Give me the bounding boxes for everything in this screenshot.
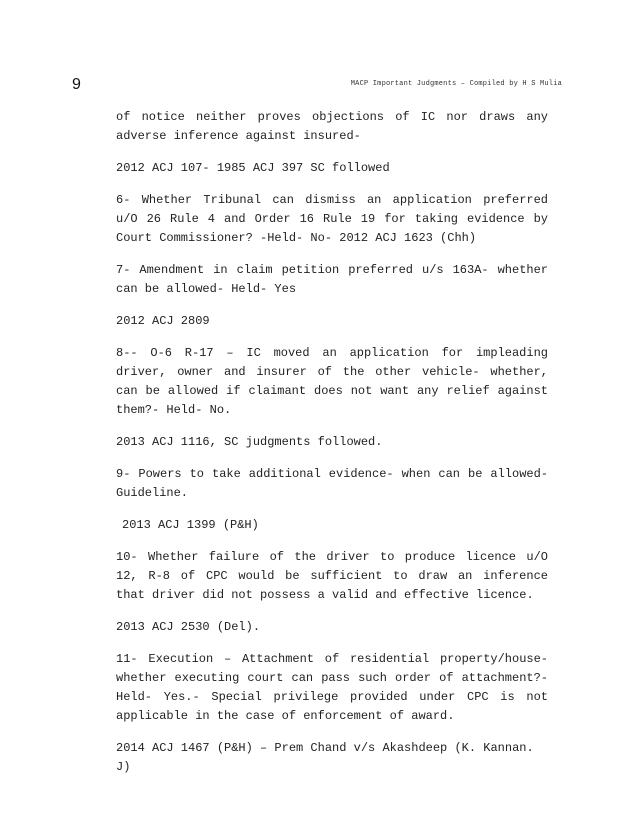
citation-2014-acj-1467: 2014 ACJ 1467 (P&H) – Prem Chand v/s Akashdeep (K. Kannan. J)	[116, 741, 534, 774]
point-10: 10- Whether failure of the driver to produce licence u/O 12, R-8 of CPC would be sufficient to draw an inference that driver did not possess a valid and effective licence.	[116, 550, 548, 602]
citation-2013-acj-1399: 2013 ACJ 1399 (P&H)	[122, 518, 259, 532]
point-11: 11- Execution – Attachment of residential property/house- whether executing court can pass such order of attachment?- Held- Yes.- Special privilege provided under CPC is not applicable in the case of enforcement of award.	[116, 652, 548, 723]
paragraph-continuation: of notice neither proves objections of IC nor draws any adverse inference against insured-	[116, 110, 548, 143]
point-8: 8-- O-6 R-17 – IC moved an application for impleading driver, owner and insurer of the other vehicle- whether, can be allowed if claimant does not want any relief against them?- Held- No.	[116, 346, 548, 417]
running-header: MACP Important Judgments – Compiled by H S Mulia	[350, 80, 562, 88]
citation-2013-acj-1116: 2013 ACJ 1116, SC judgments followed.	[116, 435, 383, 449]
document-body	[116, 108, 548, 790]
citation-2012-acj-107: 2012 ACJ 107- 1985 ACJ 397 SC followed	[116, 161, 390, 175]
page-number: 9	[72, 76, 81, 93]
point-6: 6- Whether Tribunal can dismiss an application preferred u/O 26 Rule 4 and Order 16 Rule 19 for taking evidence by Court Commissioner? -Held- No- 2012 ACJ 1623 (Chh)	[116, 193, 548, 245]
point-9: 9- Powers to take additional evidence- when can be allowed- Guideline.	[116, 467, 548, 500]
citation-2012-acj-2809: 2012 ACJ 2809	[116, 314, 210, 328]
point-7: 7- Amendment in claim petition preferred u/s 163A- whether can be allowed- Held- Yes	[116, 263, 548, 296]
citation-2013-acj-2530: 2013 ACJ 2530 (Del).	[116, 620, 261, 634]
